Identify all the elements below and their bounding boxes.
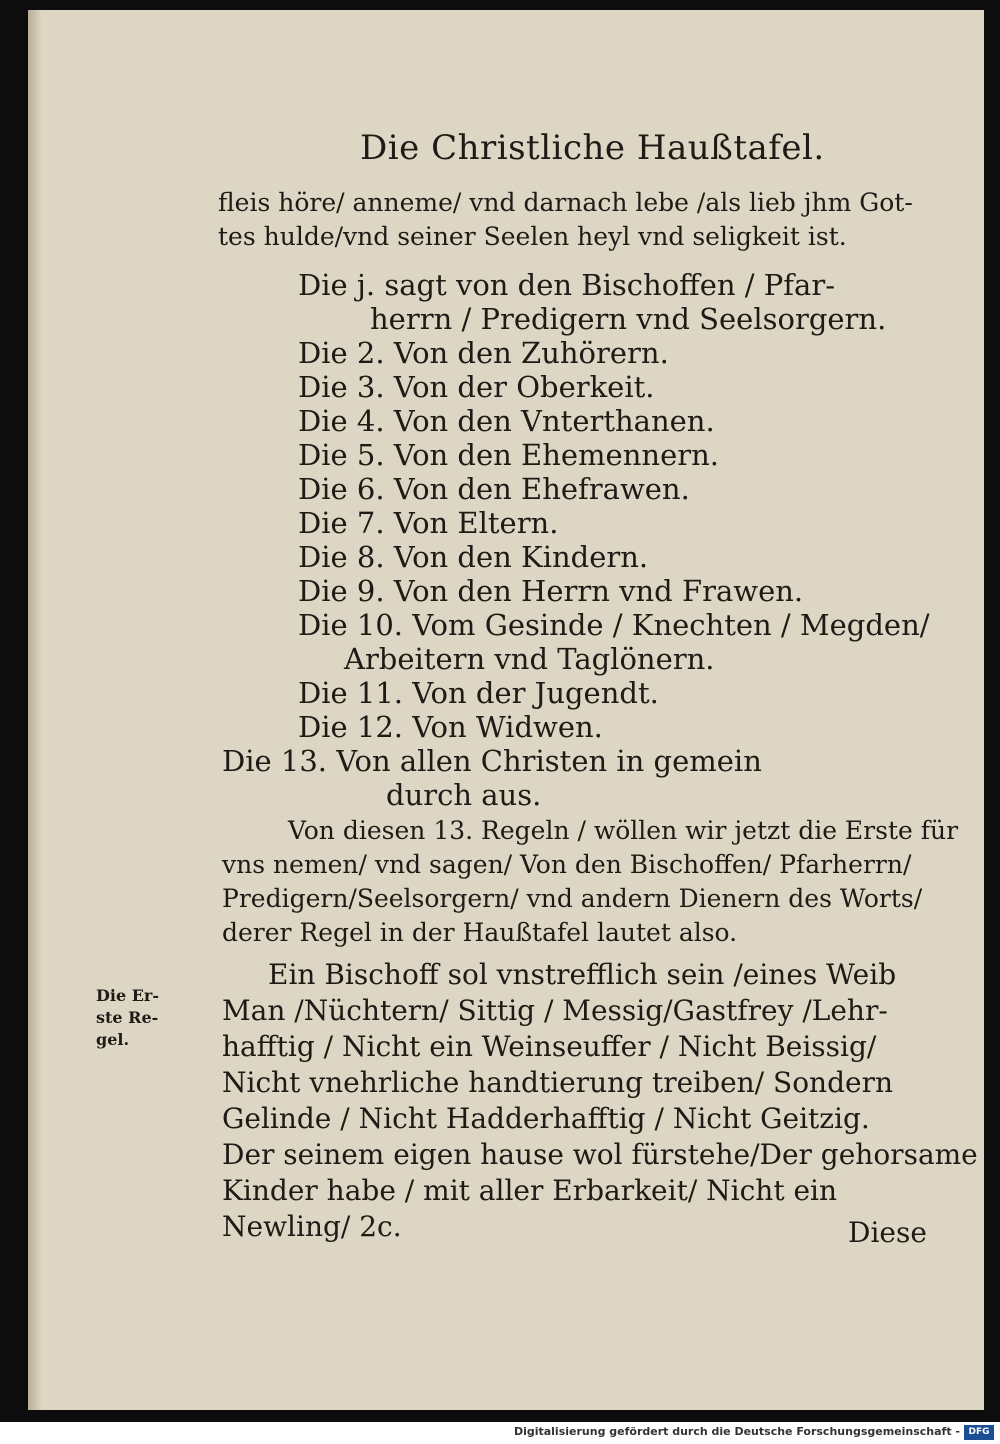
rule-list-item: Die 4. Von den Vnterthanen. [298,404,715,438]
intro-line: tes hulde/vnd seiner Seelen heyl vnd seligkeit ist. [218,222,847,251]
rule-list-item: Die 9. Von den Herrn vnd Frawen. [298,574,804,608]
rule-text-line: Gelinde / Nicht Hadderhafftig / Nicht Geitzig. [222,1102,870,1135]
dfg-logo[interactable]: DFG [964,1425,994,1440]
rule-list-item: herrn / Predigern vnd Seelsorgern. [370,302,887,336]
rule-text-line: Newling/ 2c. [222,1210,402,1243]
paragraph-line: Predigern/Seelsorgern/ vnd andern Dienern des Worts/ [222,884,923,913]
footer-bar [0,1422,1000,1444]
rule-list-item: Die 6. Von den Ehefrawen. [298,472,690,506]
rule-list-item: Arbeitern vnd Taglönern. [344,642,715,676]
margin-note-line: gel. [96,1030,130,1049]
rule-list-item: Die j. sagt von den Bischoffen / Pfar- [298,268,835,302]
paragraph-line: Von diesen 13. Regeln / wöllen wir jetzt die Erste für [288,816,959,845]
rule-text-line: Der seinem eigen hause wol fürstehe/Der gehorsame [222,1138,978,1171]
catchword: Diese [848,1216,927,1249]
margin-note-line: Die Er- [96,986,159,1005]
rule-list-item: Die 7. Von Eltern. [298,506,559,540]
rule-text-line: Man /Nüchtern/ Sittig / Messig/Gastfrey /Lehr- [222,994,888,1027]
rule-list-item: Die 13. Von allen Christen in gemein [222,744,762,778]
margin-note-line: ste Re- [96,1008,159,1027]
rule-list-item: Die 5. Von den Ehemennern. [298,438,719,472]
rule-list-item: Die 11. Von der Jugendt. [298,676,659,710]
paragraph-line: vns nemen/ vnd sagen/ Von den Bischoffen/ Pfarherrn/ [222,850,912,879]
margin-note [96,985,176,1051]
rule-list-item: Die 10. Vom Gesinde / Knechten / Megden/ [298,608,930,642]
rule-list-item: Die 8. Von den Kindern. [298,540,649,574]
rule-text-line: hafftig / Nicht ein Weinseuffer / Nicht Beissig/ [222,1030,877,1063]
paragraph-line: derer Regel in der Haußtafel lautet also. [222,918,738,947]
rule-list-item: Die 3. Von der Oberkeit. [298,370,655,404]
rule-text-line: Ein Bischoff sol vnstrefflich sein /eines Weib [268,958,897,991]
page-title: Die Christliche Haußtafel. [360,128,825,168]
rule-list-item: Die 12. Von Widwen. [298,710,603,744]
rule-text-line: Kinder habe / mit aller Erbarkeit/ Nicht ein [222,1174,838,1207]
footer-credit: Digitalisierung gefördert durch die Deutsche Forschungsgemeinschaft - [513,1425,960,1438]
intro-line: fleis höre/ anneme/ vnd darnach lebe /als lieb jhm Got- [218,188,913,217]
rule-text-line: Nicht vnehrliche handtierung treiben/ Sondern [222,1066,894,1099]
rule-list-item: Die 2. Von den Zuhörern. [298,336,669,370]
rule-list-item: durch aus. [386,778,542,812]
